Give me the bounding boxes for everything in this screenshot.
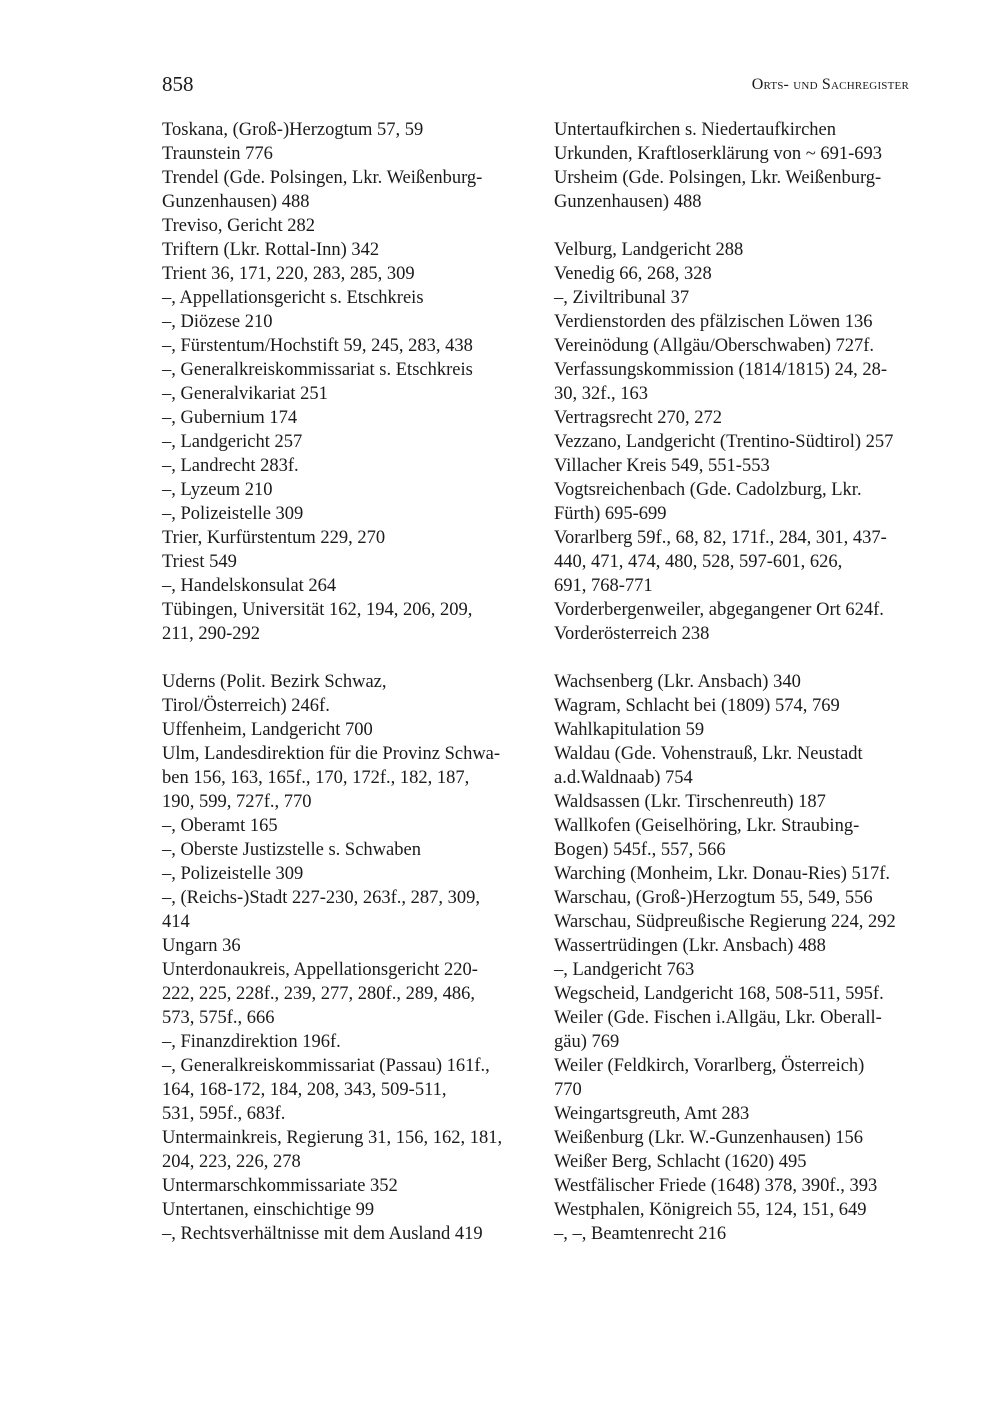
- index-entry-text: –, Landgericht 763: [554, 960, 695, 980]
- index-entry-text: –, Diözese 210: [162, 312, 273, 332]
- index-entry: [162, 238, 527, 262]
- index-entry: [162, 1174, 527, 1198]
- index-entry-continuation: Gunzenhausen) 488: [162, 192, 310, 212]
- index-entry: [162, 934, 527, 958]
- index-entry: [554, 1126, 916, 1150]
- index-entry: [554, 814, 916, 862]
- index-entry-continuation: 770: [554, 1080, 582, 1100]
- section-gap: [162, 646, 527, 670]
- index-entry-continuation: Tirol/Österreich) 246f.: [162, 696, 330, 716]
- index-entry: [162, 598, 527, 646]
- index-entry-text: Wachsenberg (Lkr. Ansbach) 340: [554, 672, 801, 692]
- index-entry-continuation: Gunzenhausen) 488: [554, 192, 702, 212]
- index-entry-text: –, –, Beamtenrecht 216: [554, 1224, 727, 1244]
- index-entry: [554, 622, 916, 646]
- index-entry: [554, 262, 916, 286]
- index-entry-text: Weiler (Feldkirch, Vorarlberg, Österreich): [554, 1056, 865, 1076]
- index-entry: [162, 670, 527, 718]
- index-entry-text: Traunstein 776: [162, 144, 273, 164]
- index-entry-text: Verfassungskommission (1814/1815) 24, 28-: [554, 360, 887, 380]
- index-entry-text: Vorarlberg 59f., 68, 82, 171f., 284, 301, 437-: [554, 528, 887, 548]
- index-entry-continuation: ben 156, 163, 165f., 170, 172f., 182, 187,: [162, 768, 470, 788]
- index-entry: [554, 310, 916, 334]
- index-entry-text: Warschau, Südpreußische Regierung 224, 292: [554, 912, 896, 932]
- running-head: [752, 75, 909, 95]
- index-entry-text: Wallkofen (Geiselhöring, Lkr. Straubing-: [554, 816, 860, 836]
- index-entry-text: Untertaufkirchen s. Niedertaufkirchen: [554, 120, 836, 140]
- index-entry-text: Treviso, Gericht 282: [162, 216, 315, 236]
- index-entry: [554, 1054, 916, 1102]
- index-entry-text: –, Landrecht 283f.: [162, 456, 299, 476]
- index-entry-text: Ulm, Landesdirektion für die Provinz Schwa-: [162, 744, 501, 764]
- index-entry: [554, 886, 916, 910]
- index-entry-text: Triftern (Lkr. Rottal-Inn) 342: [162, 240, 380, 260]
- index-entry-text: Vereinödung (Allgäu/Oberschwaben) 727f.: [554, 336, 875, 356]
- index-entry-continuation: 222, 225, 228f., 239, 277, 280f., 289, 486,: [162, 984, 475, 1004]
- index-entry: [162, 334, 527, 358]
- index-entry-continuation: 573, 575f., 666: [162, 1008, 275, 1028]
- section-gap: [554, 214, 916, 238]
- index-entry-text: Untertanen, einschichtige 99: [162, 1200, 375, 1220]
- index-entry: [162, 214, 527, 238]
- index-entry-text: Weingartsgreuth, Amt 283: [554, 1104, 750, 1124]
- index-entry-text: Wegscheid, Landgericht 168, 508-511, 595f.: [554, 984, 884, 1004]
- index-column-right: [554, 118, 916, 1246]
- index-entry: [162, 838, 527, 862]
- index-entry-text: Trier, Kurfürstentum 229, 270: [162, 528, 386, 548]
- index-entry: [162, 1198, 527, 1222]
- index-entry: [162, 382, 527, 406]
- index-entry: [554, 334, 916, 358]
- index-entry: [554, 526, 916, 598]
- index-entry: [162, 286, 527, 310]
- index-entry: [162, 118, 527, 142]
- index-entry-text: Waldsassen (Lkr. Tirschenreuth) 187: [554, 792, 826, 812]
- index-entry: [162, 550, 527, 574]
- index-entry-text: –, Generalkreiskommissariat s. Etschkreis: [162, 360, 473, 380]
- index-entry-text: –, Generalkreiskommissariat (Passau) 161f.,: [162, 1056, 490, 1076]
- index-entry: [162, 1030, 527, 1054]
- index-entry: [162, 142, 527, 166]
- index-entry: [162, 358, 527, 382]
- index-entry-continuation: 440, 471, 474, 480, 528, 597-601, 626,: [554, 552, 843, 572]
- index-entry: [162, 1126, 527, 1174]
- index-entry-continuation: 204, 223, 226, 278: [162, 1152, 301, 1172]
- index-entry: [162, 1054, 527, 1126]
- index-entry-text: Weiler (Gde. Fischen i.Allgäu, Lkr. Oberall-: [554, 1008, 882, 1028]
- index-entry-text: Vezzano, Landgericht (Trentino-Südtirol) 257: [554, 432, 894, 452]
- index-entry: [162, 814, 527, 838]
- index-entry-text: –, Rechtsverhältnisse mit dem Ausland 419: [162, 1224, 483, 1244]
- index-entry: [554, 910, 916, 934]
- index-entry-text: Uffenheim, Landgericht 700: [162, 720, 373, 740]
- index-entry: [554, 670, 916, 694]
- index-entry: [554, 238, 916, 262]
- index-entry: [554, 862, 916, 886]
- index-entry-text: –, Fürstentum/Hochstift 59, 245, 283, 438: [162, 336, 473, 356]
- running-head-text: Orts- und Sachregister: [751, 76, 909, 93]
- index-entry-text: –, Polizeistelle 309: [162, 504, 304, 524]
- index-entry-continuation: 190, 599, 727f., 770: [162, 792, 312, 812]
- index-entry-text: Uderns (Polit. Bezirk Schwaz,: [162, 672, 387, 692]
- index-entry: [554, 982, 916, 1006]
- index-entry: [554, 1150, 916, 1174]
- index-entry-text: –, Oberamt 165: [162, 816, 278, 836]
- index-entry-text: Tübingen, Universität 162, 194, 206, 209,: [162, 600, 473, 620]
- index-entry-text: Weißer Berg, Schlacht (1620) 495: [554, 1152, 807, 1172]
- index-entry: [554, 454, 916, 478]
- index-entry-text: Warching (Monheim, Lkr. Donau-Ries) 517f.: [554, 864, 891, 884]
- index-entry: [162, 862, 527, 886]
- index-entry: [554, 934, 916, 958]
- index-entry-text: Untermarschkommissariate 352: [162, 1176, 398, 1196]
- index-entry: [554, 1102, 916, 1126]
- index-entry-text: –, Generalvikariat 251: [162, 384, 328, 404]
- index-entry: [162, 1222, 527, 1246]
- index-entry: [554, 742, 916, 790]
- index-entry: [162, 718, 527, 742]
- index-entry-continuation: 414: [162, 912, 190, 932]
- index-entry: [554, 1198, 916, 1222]
- index-entry-text: Triest 549: [162, 552, 237, 572]
- index-entry: [162, 454, 527, 478]
- index-entry-text: Weißenburg (Lkr. W.-Gunzenhausen) 156: [554, 1128, 863, 1148]
- index-entry-text: Westphalen, Königreich 55, 124, 151, 649: [554, 1200, 867, 1220]
- index-entry: [554, 286, 916, 310]
- index-entry: [554, 358, 916, 406]
- index-entry-text: Trient 36, 171, 220, 283, 285, 309: [162, 264, 415, 284]
- index-entry-text: Velburg, Landgericht 288: [554, 240, 744, 260]
- index-entry-text: –, Landgericht 257: [162, 432, 303, 452]
- index-entry: [554, 142, 916, 166]
- index-entry: [554, 166, 916, 214]
- index-entry-text: –, Oberste Justizstelle s. Schwaben: [162, 840, 421, 860]
- index-entry: [554, 694, 916, 718]
- index-entry-text: –, Gubernium 174: [162, 408, 298, 428]
- index-entry-text: Vertragsrecht 270, 272: [554, 408, 722, 428]
- index-entry-text: –, (Reichs-)Stadt 227-230, 263f., 287, 309,: [162, 888, 481, 908]
- index-entry-continuation: 211, 290-292: [162, 624, 260, 644]
- index-entry: [554, 406, 916, 430]
- index-entry-continuation: a.d.Waldnaab) 754: [554, 768, 693, 788]
- index-entry-continuation: 691, 768-771: [554, 576, 653, 596]
- index-entry: [162, 478, 527, 502]
- index-entry-text: Vorderösterreich 238: [554, 624, 710, 644]
- index-entry-continuation: 30, 32f., 163: [554, 384, 649, 404]
- index-entry: [554, 790, 916, 814]
- index-entry-text: Venedig 66, 268, 328: [554, 264, 712, 284]
- index-entry: [162, 262, 527, 286]
- index-entry-text: –, Handelskonsulat 264: [162, 576, 337, 596]
- index-entry-text: –, Ziviltribunal 37: [554, 288, 690, 308]
- index-entry: [554, 118, 916, 142]
- index-entry: [554, 1222, 916, 1246]
- index-entry: [162, 886, 527, 934]
- index-entry: [162, 310, 527, 334]
- index-entry: [554, 718, 916, 742]
- index-entry-text: –, Finanzdirektion 196f.: [162, 1032, 341, 1052]
- index-entry: [162, 166, 527, 214]
- section-gap: [554, 646, 916, 670]
- index-entry-continuation: 531, 595f., 683f.: [162, 1104, 286, 1124]
- index-entry-text: Unterdonaukreis, Appellationsgericht 220-: [162, 960, 478, 980]
- index-entry: [554, 598, 916, 622]
- index-entry-text: Wagram, Schlacht bei (1809) 574, 769: [554, 696, 840, 716]
- index-entry: [554, 430, 916, 454]
- index-entry-text: Urkunden, Kraftloserklärung von ~ 691-693: [554, 144, 883, 164]
- index-column-left: [162, 118, 527, 1246]
- index-entry: [162, 430, 527, 454]
- index-entry: [554, 1174, 916, 1198]
- index-entry-text: Waldau (Gde. Vohenstrauß, Lkr. Neustadt: [554, 744, 863, 764]
- index-entry-text: Vorderbergenweiler, abgegangener Ort 624f.: [554, 600, 884, 620]
- index-entry: [162, 958, 527, 1030]
- index-entry-text: –, Appellationsgericht s. Etschkreis: [162, 288, 424, 308]
- index-entry-continuation: gäu) 769: [554, 1032, 620, 1052]
- index-entry-text: Toskana, (Groß-)Herzogtum 57, 59: [162, 120, 424, 140]
- index-entry-text: Verdienstorden des pfälzischen Löwen 136: [554, 312, 873, 332]
- index-entry-text: –, Polizeistelle 309: [162, 864, 304, 884]
- index-entry: [162, 742, 527, 814]
- index-entry: [554, 478, 916, 526]
- index-entry-text: Ursheim (Gde. Polsingen, Lkr. Weißenburg-: [554, 168, 882, 188]
- page-number: 858: [162, 72, 194, 96]
- index-entry: [162, 502, 527, 526]
- index-entry-text: –, Lyzeum 210: [162, 480, 273, 500]
- index-entry: [162, 526, 527, 550]
- index-entry-text: Vogtsreichenbach (Gde. Cadolzburg, Lkr.: [554, 480, 862, 500]
- index-entry-text: Villacher Kreis 549, 551-553: [554, 456, 770, 476]
- index-entry-continuation: 164, 168-172, 184, 208, 343, 509-511,: [162, 1080, 447, 1100]
- index-entry-text: Ungarn 36: [162, 936, 241, 956]
- index-entry-text: Westfälischer Friede (1648) 378, 390f., 393: [554, 1176, 878, 1196]
- index-entry: [554, 1006, 916, 1054]
- index-entry-continuation: Fürth) 695-699: [554, 504, 667, 524]
- index-entry: [554, 958, 916, 982]
- index-entry-text: Warschau, (Groß-)Herzogtum 55, 549, 556: [554, 888, 873, 908]
- index-entry-continuation: Bogen) 545f., 557, 566: [554, 840, 726, 860]
- index-entry: [162, 574, 527, 598]
- index-entry-text: Untermainkreis, Regierung 31, 156, 162, 181,: [162, 1128, 503, 1148]
- index-entry-text: Wassertrüdingen (Lkr. Ansbach) 488: [554, 936, 826, 956]
- index-entry-text: Trendel (Gde. Polsingen, Lkr. Weißenburg-: [162, 168, 483, 188]
- index-entry: [162, 406, 527, 430]
- index-entry-text: Wahlkapitulation 59: [554, 720, 705, 740]
